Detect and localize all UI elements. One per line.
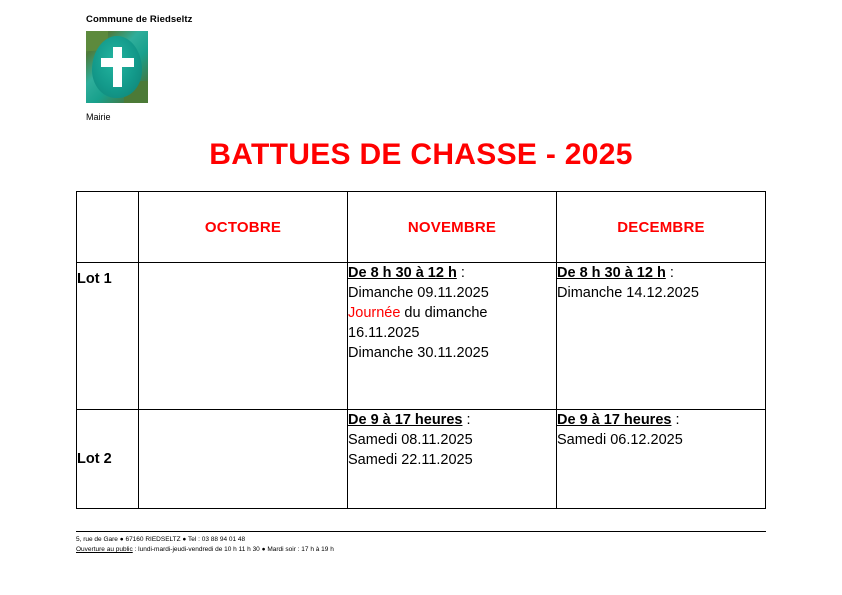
cell-lot2-novembre: [348, 410, 557, 509]
table-row: [77, 410, 766, 509]
cell-hours: De 8 h 30 à 12 h :: [348, 265, 465, 281]
journee-highlight: Journée: [348, 305, 401, 321]
logo-cross-vertical: [113, 47, 122, 87]
cell-date-line: Dimanche 14.12.2025: [557, 285, 699, 301]
logo-cross-horizontal: [101, 58, 134, 67]
column-header-octobre: OCTOBRE: [139, 192, 348, 263]
row-header-lot-2-label: Lot 2: [77, 451, 112, 467]
footer-divider: [76, 531, 766, 532]
cell-lot1-decembre: [557, 263, 766, 410]
row-header-lot-1: [77, 263, 139, 410]
logo-caption: Mairie: [86, 112, 111, 122]
commune-name: Commune de Riedseltz: [86, 14, 193, 25]
table-row: [77, 263, 766, 410]
cell-hours: De 8 h 30 à 12 h :: [557, 265, 674, 281]
cell-lot1-novembre: [348, 263, 557, 410]
table-corner-cell: [77, 192, 139, 263]
document-header: [86, 14, 386, 122]
cell-date-line: 16.11.2025: [348, 325, 420, 341]
column-header-novembre: NOVEMBRE: [348, 192, 557, 263]
cell-lot2-decembre: [557, 410, 766, 509]
cell-date-line: Dimanche 30.11.2025: [348, 345, 489, 361]
cell-lot2-octobre: [139, 410, 348, 509]
cell-date-line: Dimanche 09.11.2025: [348, 285, 489, 301]
hunt-schedule-table: [76, 191, 766, 509]
footer-opening-hours-label: Ouverture au public: [76, 546, 133, 553]
row-header-lot-2: [77, 410, 139, 509]
footer-address: 5, rue de Gare ● 67160 RIEDSELTZ ● Tel : 03 88 94 01 48: [76, 536, 246, 543]
table-header-row: [77, 192, 766, 263]
footer-opening-hours: [76, 546, 766, 553]
row-header-lot-1-label: Lot 1: [77, 271, 112, 287]
page-title: BATTUES DE CHASSE - 2025: [209, 138, 633, 171]
cell-hours: De 9 à 17 heures :: [557, 412, 680, 428]
document-footer: [76, 531, 766, 553]
commune-coat-of-arms-icon: [86, 31, 148, 103]
column-header-decembre: DECEMBRE: [557, 192, 766, 263]
footer-opening-hours-text: : lundi-mardi-jeudi-vendredi de 10 h 11 h 30 ● Mardi soir : 17 h à 19 h: [132, 546, 334, 553]
cell-lot1-octobre: [139, 263, 348, 410]
cell-date-line: Samedi 22.11.2025: [348, 452, 473, 468]
cell-date-line: Samedi 06.12.2025: [557, 432, 683, 448]
cell-date-line: Samedi 08.11.2025: [348, 432, 473, 448]
cell-date-line-highlight: Journée du dimanche: [348, 305, 488, 321]
cell-hours: De 9 à 17 heures :: [348, 412, 471, 428]
